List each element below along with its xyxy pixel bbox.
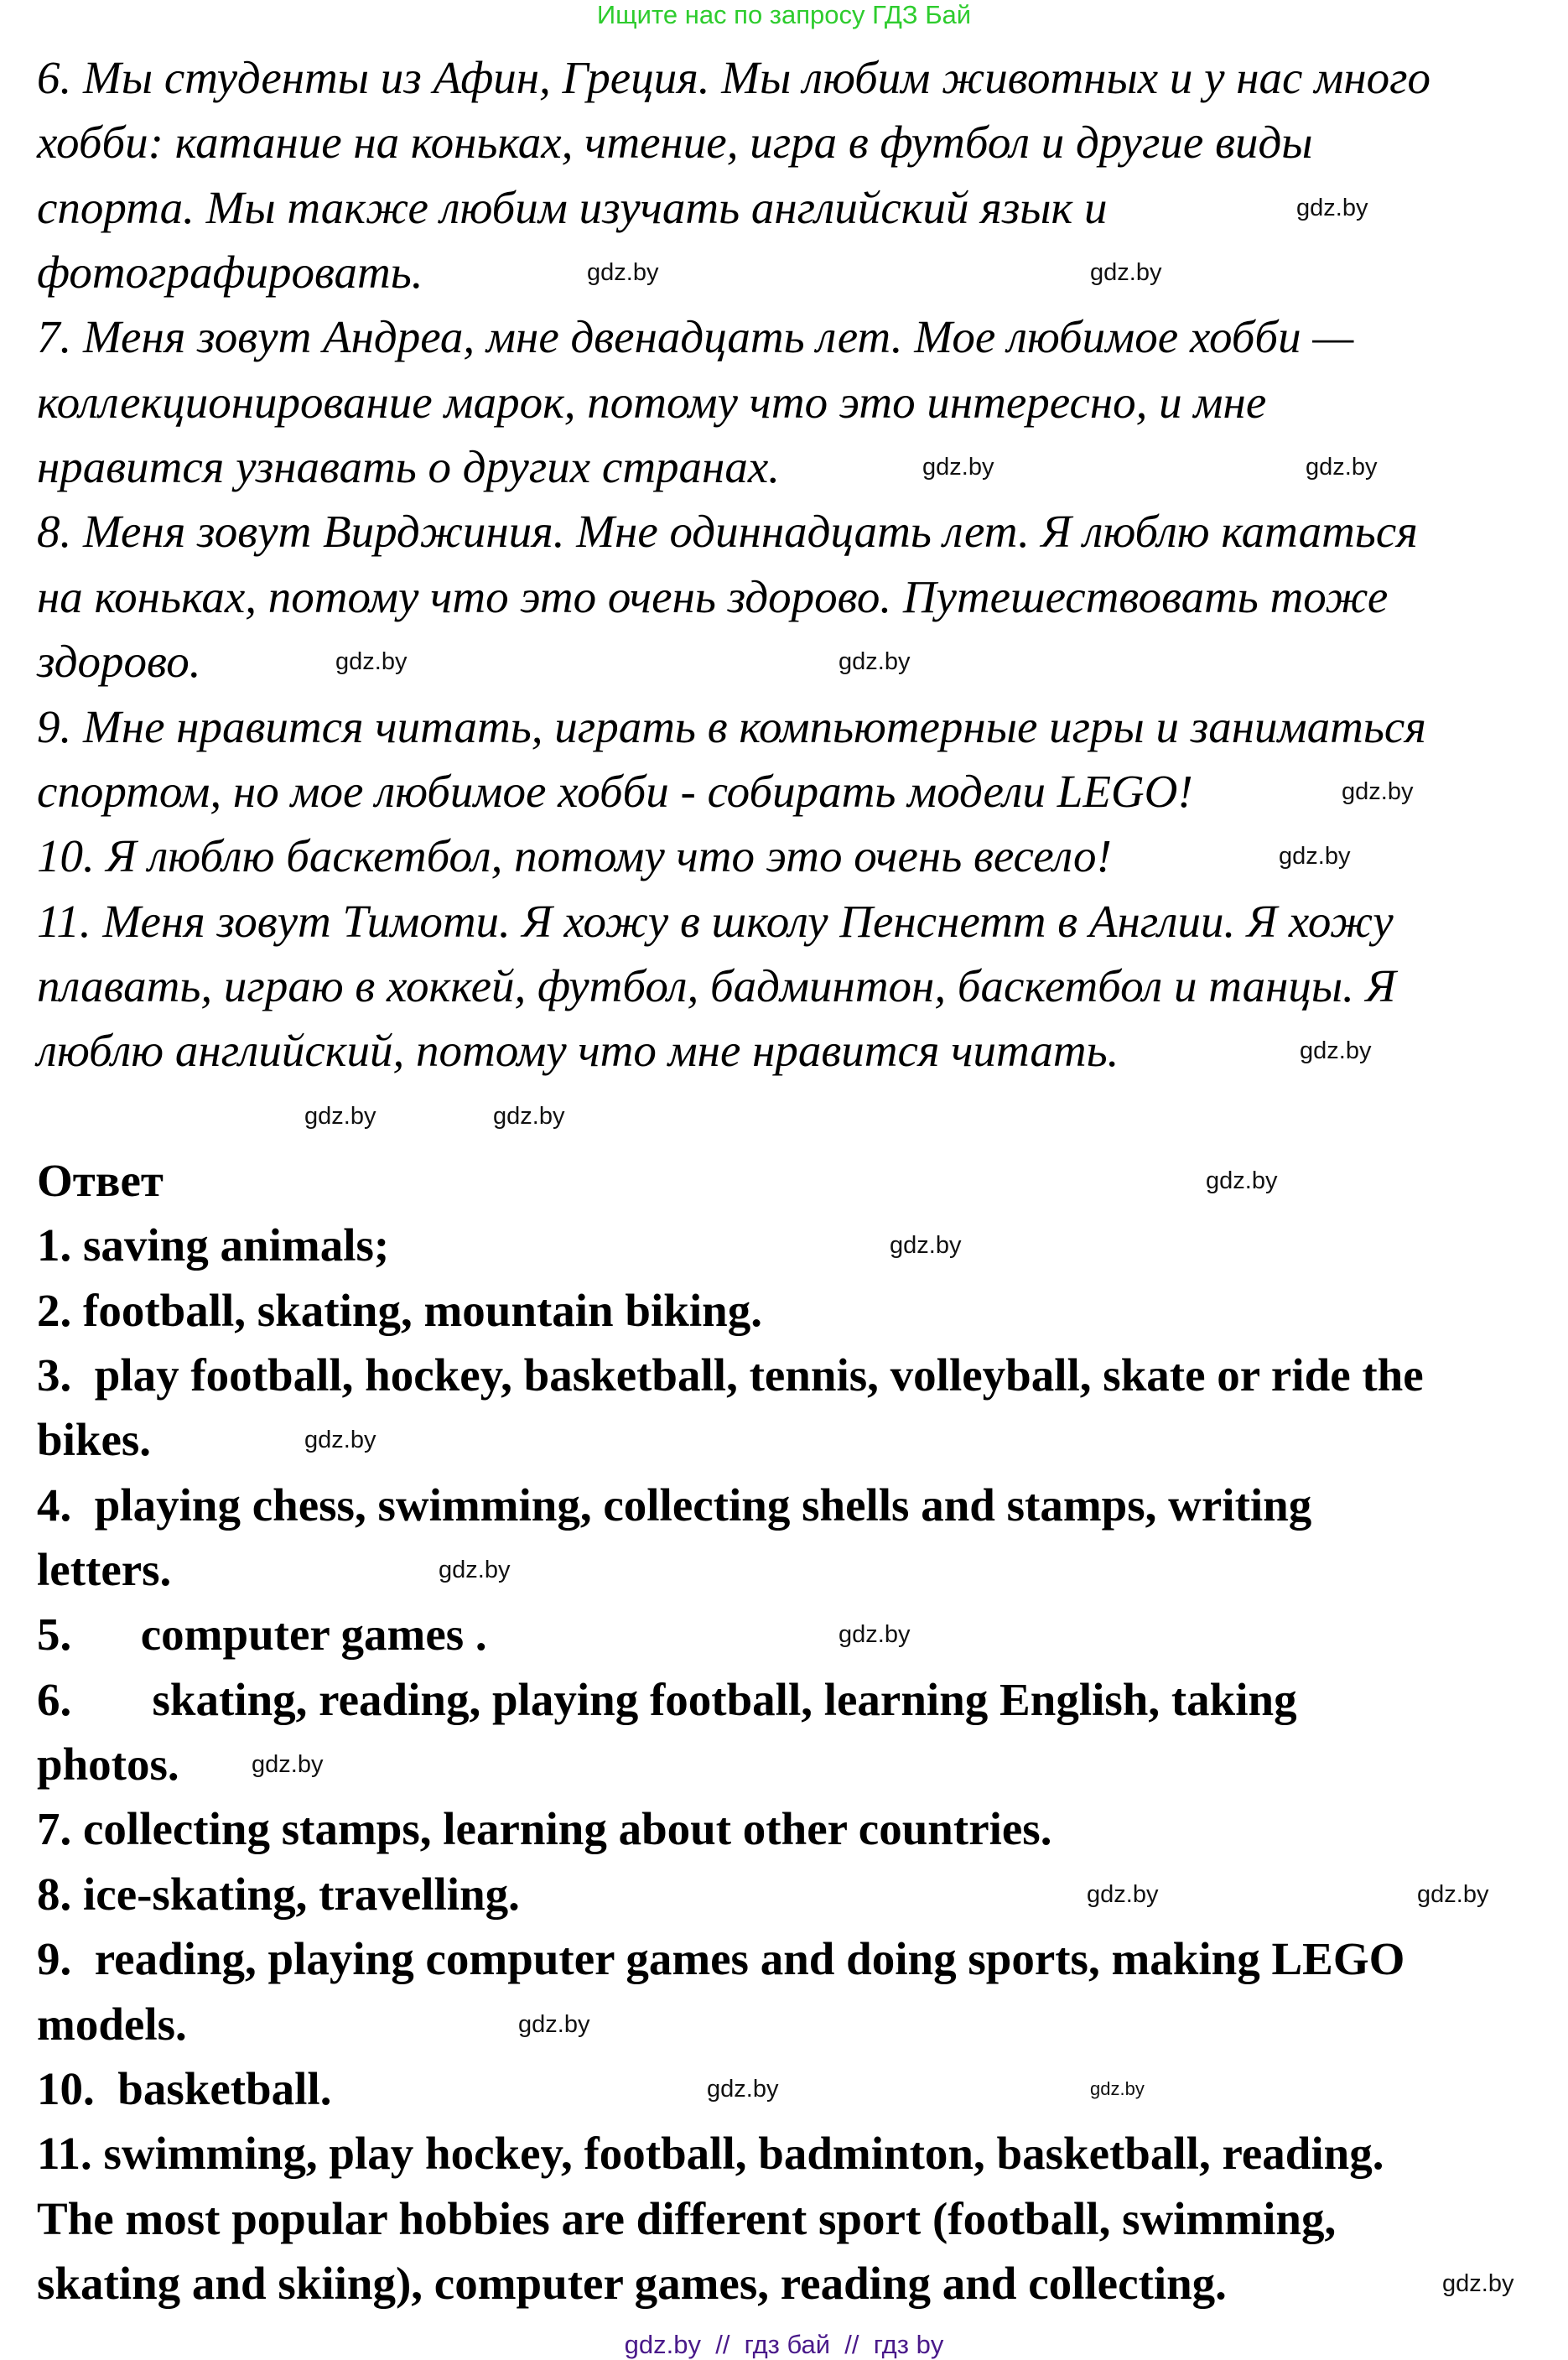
exercise-text-line: 6. Мы студенты из Афин, Греция. Мы любим животных и у нас много (37, 52, 1431, 103)
watermark: gdz.by (890, 1232, 962, 1260)
answer-line: 9. reading, playing computer games and doing sports, making LEGO (37, 1933, 1405, 1985)
exercise-text-line: люблю английский, потому что мне нравится читать. (37, 1025, 1119, 1077)
exercise-text-line: плавать, играю в хоккей, футбол, бадминтон, баскетбол и танцы. Я (37, 959, 1396, 1011)
watermark: gdz.by (1417, 1880, 1489, 1908)
answer-line: 1. saving animals; (37, 1219, 390, 1271)
watermark: gdz.by (1300, 1037, 1372, 1065)
watermark: gdz.by (518, 2010, 590, 2038)
watermark: gdz.by (839, 648, 911, 676)
answer-line: bikes. (37, 1414, 152, 1466)
answer-line: 4. playing chess, swimming, collecting shells and stamps, writing (37, 1479, 1312, 1531)
answer-line: 10. basketball. (37, 2062, 332, 2114)
exercise-text-line: 8. Меня зовут Вирджиния. Мне одиннадцать лет. Я люблю кататься (37, 506, 1418, 558)
answer-line: 8. ice-skating, travelling. (37, 1868, 520, 1920)
watermark: gdz.by (1342, 777, 1414, 805)
answer-line: models. (37, 1998, 187, 2050)
watermark: gdz.by (1206, 1167, 1278, 1194)
watermark: gdz.by (1296, 194, 1368, 221)
exercise-text-line: хобби: катание на коньках, чтение, игра в футбол и другие виды (37, 117, 1313, 169)
exercise-text-line: спорта. Мы также любим изучать английский язык и (37, 181, 1108, 233)
exercise-text-line: нравится узнавать о других странах. (37, 441, 780, 493)
watermark: gdz.by (1087, 1880, 1159, 1908)
exercise-text-line: на коньках, потому что это очень здорово. Путешествовать тоже (37, 570, 1389, 622)
watermark: gdz.by (252, 1751, 324, 1779)
watermark: gdz.by (707, 2075, 779, 2103)
exercise-text-line: коллекционирование марок, потому что это интересно, и мне (37, 376, 1267, 428)
search-hint-banner: Ищите нас по запросу ГДЗ Бай (596, 0, 972, 29)
answer-line: 3. play football, hockey, basketball, tennis, volleyball, skate or ride the (37, 1349, 1424, 1401)
watermark: gdz.by (1306, 454, 1378, 481)
watermark: gdz.by (493, 1102, 565, 1130)
exercise-text-line: 11. Меня зовут Тимоти. Я хожу в школу Пенснетт в Англии. Я хожу (37, 895, 1394, 947)
answer-line: 6. skating, reading, playing football, learning English, taking (37, 1673, 1297, 1725)
exercise-text-line: спортом, но мое любимое хобби - собирать модели LEGO! (37, 765, 1193, 817)
watermark: gdz.by (587, 259, 659, 287)
answer-line: skating and skiing), computer games, reading and collecting. (37, 2257, 1227, 2309)
answer-line: 11. swimming, play hockey, football, badminton, basketball, reading. (37, 2128, 1384, 2180)
answer-line: 2. football, skating, mountain biking. (37, 1284, 762, 1336)
exercise-text-line: фотографировать. (37, 247, 423, 299)
answer-line: letters. (37, 1544, 172, 1596)
answer-line: 7. collecting stamps, learning about other countries. (37, 1803, 1052, 1855)
watermark: gdz.by (1090, 2077, 1145, 2099)
watermark: gdz.by (439, 1557, 511, 1584)
watermark: gdz.by (335, 648, 408, 676)
watermark: gdz.by (304, 1102, 376, 1130)
watermark: gdz.by (304, 1427, 376, 1454)
answer-heading: Ответ (37, 1154, 164, 1206)
answer-line: photos. (37, 1739, 179, 1791)
watermark: gdz.by (1279, 843, 1351, 871)
exercise-text-line: 7. Меня зовут Андреа, мне двенадцать лет. Мое любимое хобби — (37, 311, 1354, 363)
answer-line: The most popular hobbies are different sport (football, swimming, (37, 2192, 1337, 2244)
footer-links[interactable]: gdz.by // гдз бай // гдз by (624, 2330, 944, 2359)
watermark: gdz.by (839, 1621, 911, 1649)
exercise-text-line: 9. Мне нравится читать, играть в компьютерные игры и заниматься (37, 700, 1426, 752)
exercise-text-line: 10. Я люблю баскетбол, потому что это очень весело! (37, 830, 1112, 882)
answer-line: 5. computer games . (37, 1609, 487, 1661)
exercise-text-line: здорово. (37, 636, 201, 688)
watermark: gdz.by (922, 454, 994, 481)
watermark: gdz.by (1442, 2269, 1514, 2297)
watermark: gdz.by (1090, 259, 1162, 287)
